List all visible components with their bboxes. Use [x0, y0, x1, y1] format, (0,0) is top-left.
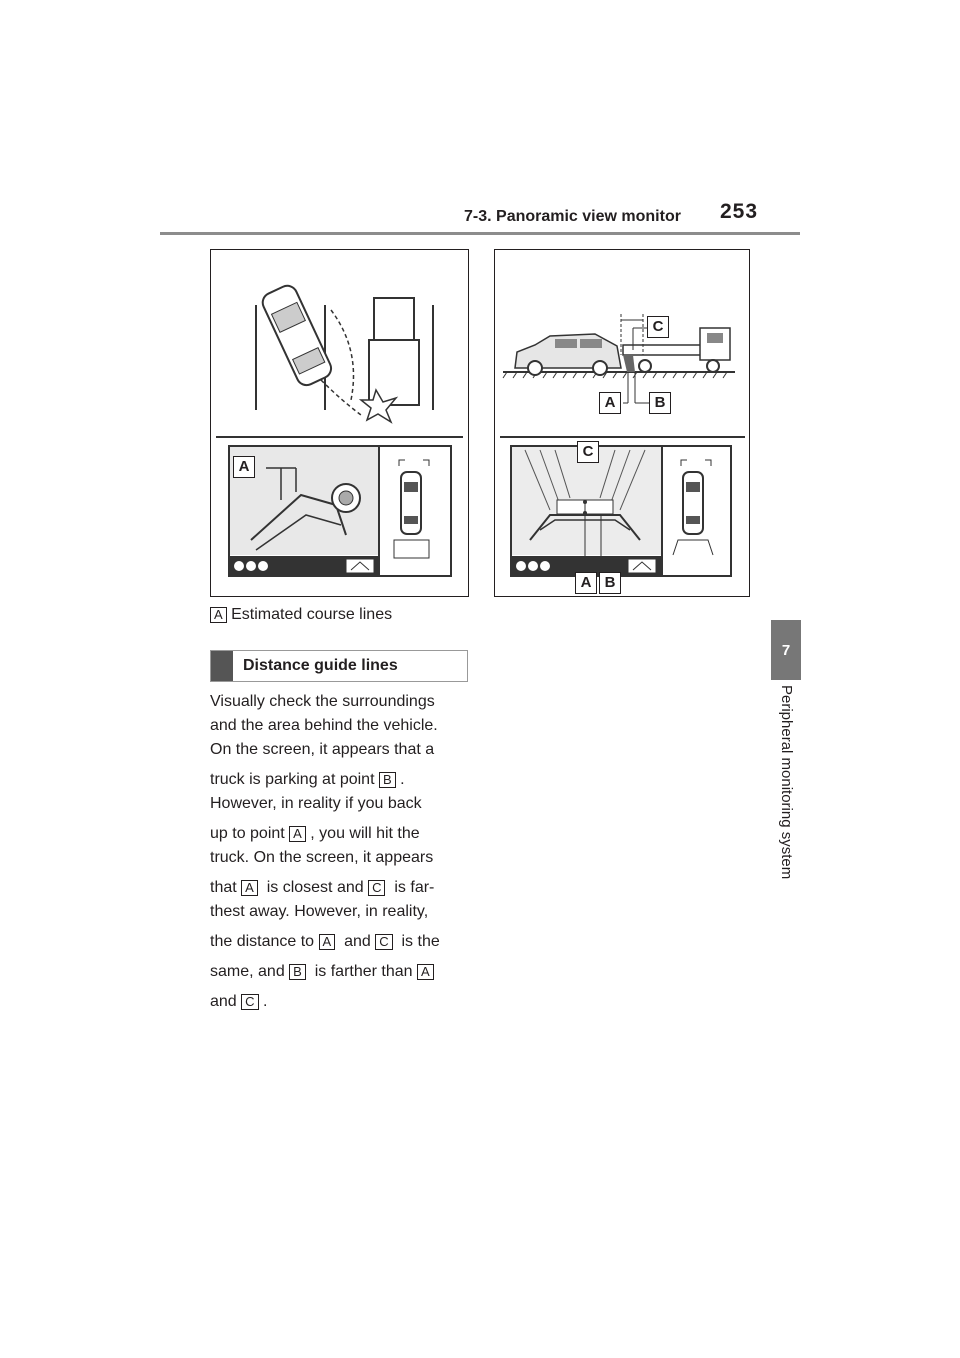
- heading-bar: [211, 651, 233, 681]
- body-line: [210, 960, 480, 984]
- body-line: On the screen, it appears that a: [210, 741, 435, 758]
- section-header: 7-3. Panoramic view monitor: [464, 208, 681, 225]
- truck-icon: [369, 298, 419, 405]
- body-line: truck. On the screen, it appears: [210, 849, 434, 866]
- caption-badge: A: [210, 607, 227, 623]
- body-line: thest away. However, in reality,: [210, 903, 429, 920]
- label-c-screen: C: [577, 441, 599, 463]
- section-heading: [210, 650, 468, 682]
- label-c-top: C: [647, 316, 669, 338]
- point-badge: C: [241, 994, 258, 1010]
- car-icon: [259, 283, 334, 389]
- figure-estimated-course: [210, 249, 469, 597]
- distance-illustration: [495, 250, 749, 596]
- point-badge: B: [379, 772, 396, 788]
- text: up to point: [210, 825, 290, 842]
- label-a-top: A: [599, 392, 621, 414]
- body-line: [210, 990, 480, 1014]
- course-illustration: [211, 250, 468, 596]
- text: same, and: [210, 963, 290, 980]
- text: .: [258, 993, 268, 1010]
- chapter-tab: 7: [771, 620, 801, 680]
- text: is far-: [385, 879, 435, 896]
- caption-text: Estimated course lines: [231, 606, 393, 623]
- figure-caption: [210, 606, 392, 624]
- point-badge: A: [241, 880, 258, 896]
- label-a-screen: A: [575, 572, 597, 594]
- body-line: However, in reality if you back: [210, 795, 422, 812]
- label-b-screen: B: [599, 572, 621, 594]
- body-line: Visually check the surroundings: [210, 693, 435, 710]
- page-number: 253: [720, 200, 759, 223]
- point-badge: C: [368, 880, 385, 896]
- body-line: [210, 768, 480, 792]
- text: that: [210, 879, 242, 896]
- point-badge: B: [289, 964, 306, 980]
- text: .: [395, 771, 405, 788]
- text: truck is parking at point: [210, 771, 379, 788]
- body-line: [210, 822, 480, 846]
- text: and: [210, 993, 242, 1010]
- point-badge: A: [319, 934, 336, 950]
- label-b-top: B: [649, 392, 671, 414]
- label-a: A: [233, 456, 255, 478]
- body-line: [210, 876, 480, 900]
- text: and: [335, 933, 376, 950]
- chapter-label: Peripheral monitoring system: [778, 685, 795, 880]
- body-text: [210, 690, 480, 1014]
- point-badge: C: [375, 934, 392, 950]
- text: is the: [392, 933, 440, 950]
- figure-distance-guide: [494, 249, 750, 597]
- point-badge: A: [417, 964, 434, 980]
- point-badge: A: [289, 826, 306, 842]
- body-line: and the area behind the vehicle.: [210, 717, 438, 734]
- suv-icon: [515, 334, 621, 375]
- truck-side-icon: [623, 328, 730, 372]
- text: is farther than: [305, 963, 417, 980]
- body-line: [210, 930, 480, 954]
- text: the distance to: [210, 933, 319, 950]
- text: , you will hit the: [305, 825, 420, 842]
- header-rule: [160, 232, 800, 235]
- text: is closest and: [257, 879, 369, 896]
- section-heading-text: Distance guide lines: [243, 657, 398, 674]
